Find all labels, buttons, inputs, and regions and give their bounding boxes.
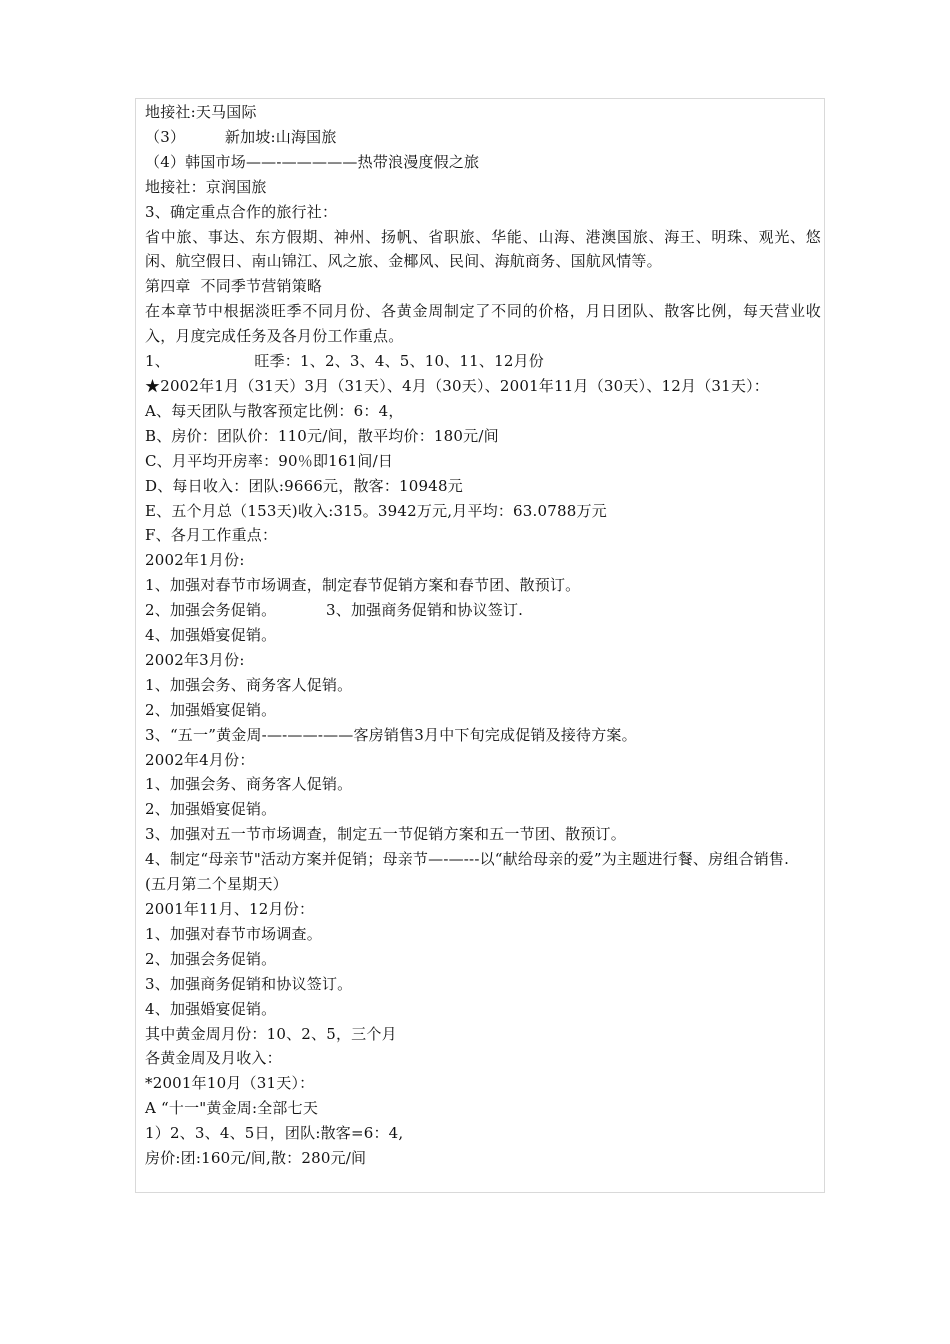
text-line: 2002年1月份: <box>145 551 245 570</box>
text-line: 1、加强对春节市场调查，制定春节促销方案和春节团、散预订。 <box>145 576 581 595</box>
text-line: C、月平均开房率：90％即161间/日 <box>145 451 394 470</box>
text-line: 地接社：京润国旅 <box>145 177 267 196</box>
text-line: 其中黄金周月份：10、2、5，三个月 <box>145 1024 397 1043</box>
text-line: 2001年11月、12月份： <box>145 900 315 918</box>
text-line: 1、加强会务、商务客人促销。 <box>145 775 353 794</box>
text-line: *2001年10月（31天）： <box>145 1074 315 1093</box>
text-line: 4、加强婚宴促销。 <box>145 626 277 645</box>
text-paragraph: 4、制定“母亲节"活动方案并促销；母亲节—-—---以“献给母亲的爱”为主题进行餐、房组合销售. <box>145 850 790 869</box>
text-line: 4、加强婚宴促销。 <box>145 999 277 1018</box>
text-line: ★2002年1月（31天）3月（31天）、4月（30天）、2001年11月（30天）、12月（31天）： <box>145 376 769 395</box>
text-line: 2、加强婚宴促销。 <box>145 800 277 819</box>
text-line: （4）韩国市场——-—————热带浪漫度假之旅 <box>145 152 480 171</box>
text-paragraph: 在本章节中根据淡旺季不同月份、各黄金周制定了不同的价格，月日团队、散客比例，每天营业收入，月度完成任务及各月份工作重点。 <box>145 302 821 346</box>
text-line: 1、 旺季：1、2、3、4、5、10、11、12月份 <box>145 352 544 371</box>
chapter-heading: 第四章 不同季节营销策略 <box>145 277 323 296</box>
text-line: D、每日收入：团队:9666元，散客：10948元 <box>145 476 463 495</box>
text-line: 2、加强会务促销。 3、加强商务促销和协议签订. <box>145 601 524 620</box>
text-line: 2002年3月份: <box>145 650 245 669</box>
text-line: 房价:团:160元/间,散：280元/间 <box>145 1149 367 1168</box>
text-line: 3、“五一”黄金周-—-——-——客房销售3月中下旬完成促销及接待方案。 <box>145 725 637 744</box>
text-paragraph: 省中旅、事达、东方假期、神州、扬帆、省职旅、华能、山海、港澳国旅、海王、明珠、观光、悠闲、航空假日、南山锦江、风之旅、金椰风、民间、海航商务、国航风情等。 <box>145 227 821 271</box>
text-line: E、五个月总（153天)收入:315。3942万元,月平均：63.0788万元 <box>145 501 607 520</box>
text-line: A、每天团队与散客预定比例：6：4， <box>145 401 404 420</box>
text-line: A “十一"黄金周:全部七天 <box>145 1099 319 1118</box>
text-line: 3、加强对五一节市场调查，制定五一节促销方案和五一节团、散预订。 <box>145 825 626 844</box>
text-line: 2002年4月份： <box>145 750 255 769</box>
text-line: （3） 新加坡:山海国旅 <box>145 127 337 146</box>
text-line: 2、加强会务促销。 <box>145 949 277 968</box>
text-line: 3、加强商务促销和协议签订。 <box>145 974 353 993</box>
text-line: 1、加强会务、商务客人促销。 <box>145 675 353 694</box>
text-line: 各黄金周及月收入： <box>145 1049 282 1068</box>
text-line: 1、加强对春节市场调查。 <box>145 924 322 943</box>
text-line: 地接社:天马国际 <box>145 103 257 121</box>
text-line: B、房价：团队价：110元/间，散平均价：180元/间 <box>145 426 499 445</box>
section-heading: 3、确定重点合作的旅行社： <box>145 202 338 221</box>
text-line: (五月第二个星期天） <box>145 875 288 894</box>
text-line: 2、加强婚宴促销。 <box>145 700 277 719</box>
text-line: 1）2、3、4、5日，团队:散客=6：4, <box>145 1124 404 1143</box>
document-body <box>145 100 821 1171</box>
text-line: F、各月工作重点： <box>145 526 278 545</box>
